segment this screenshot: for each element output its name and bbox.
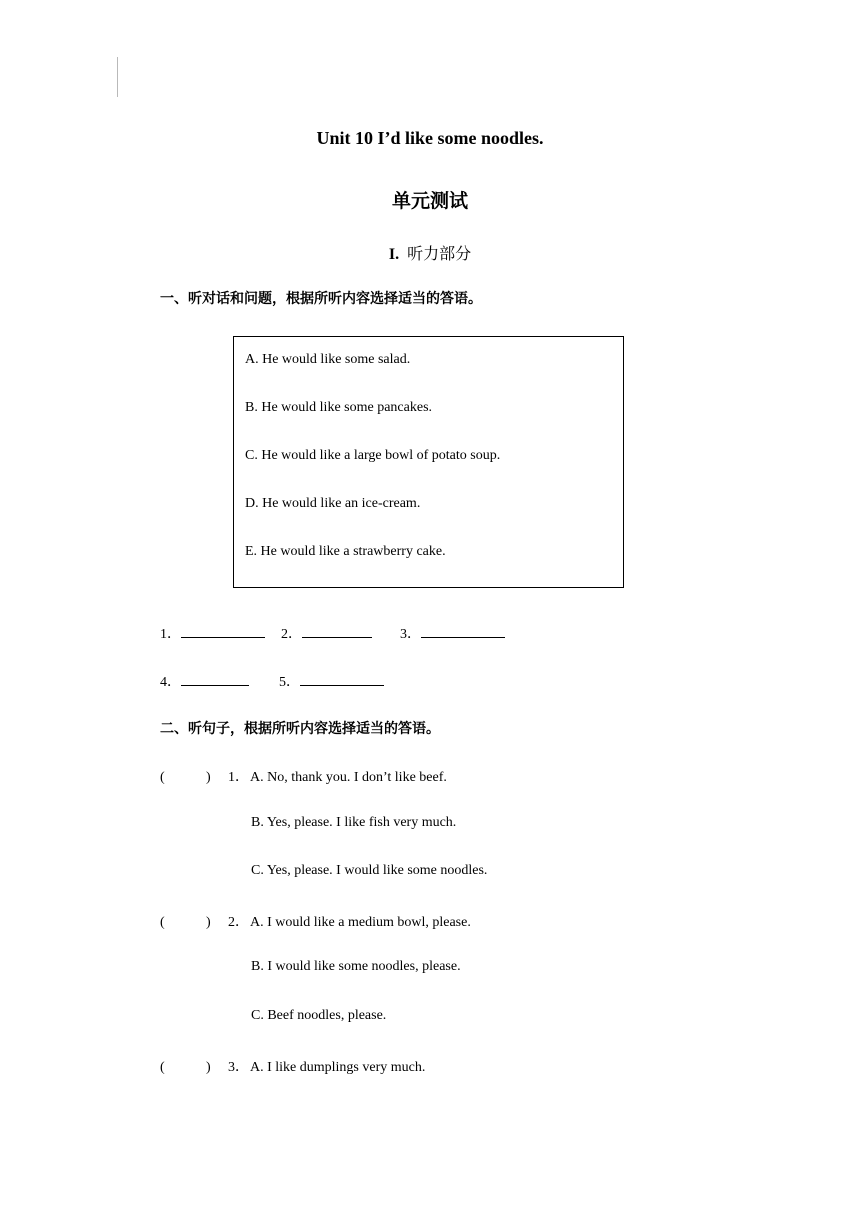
question-3-row: [160, 1056, 425, 1076]
answer-parentheses[interactable]: ( ): [160, 770, 211, 785]
answer-blank-2[interactable]: [302, 622, 372, 638]
margin-mark: [117, 57, 118, 97]
answer-label-4: 4．: [160, 675, 181, 690]
answer-label-5: 5．: [279, 675, 300, 690]
answer-label-3: 3．: [400, 627, 421, 642]
document-subtitle: 单元测试: [391, 190, 468, 212]
answer-blank-4[interactable]: [181, 670, 249, 686]
answer-label-1: 1．: [160, 627, 181, 642]
answer-blank-5[interactable]: [300, 670, 384, 686]
option-c: C. He would like a large bowl of potato soup.: [245, 448, 501, 463]
question-number: 3．: [228, 1060, 249, 1075]
answer-row-2: [160, 670, 384, 691]
answer-parentheses[interactable]: ( ): [160, 1060, 211, 1075]
document-title: Unit 10 I’d like some noodles.: [316, 128, 544, 148]
choice-c: C. Yes, please. I would like some noodles.: [251, 863, 488, 878]
part-title: [0, 241, 860, 264]
option-d: D. He would like an ice-cream.: [245, 496, 421, 511]
question-number: 1．: [228, 770, 249, 785]
answer-blank-3[interactable]: [421, 622, 505, 638]
options-box: [233, 336, 624, 588]
question-1-row: [160, 766, 447, 786]
option-b: B. He would like some pancakes.: [245, 400, 433, 415]
answer-blank-1[interactable]: [181, 622, 265, 638]
section1-heading: 一、听对话和问题，根据所听内容选择适当的答语。: [160, 291, 482, 307]
question-2-row: [160, 911, 471, 931]
choice-a: A. I would like a medium bowl, please.: [250, 915, 471, 930]
choice-c: C. Beef noodles, please.: [251, 1008, 387, 1023]
choice-b: B. Yes, please. I like fish very much.: [251, 815, 457, 830]
option-e: E. He would like a strawberry cake.: [245, 544, 446, 559]
option-a: A. He would like some salad.: [245, 352, 411, 367]
choice-a: A. I like dumplings very much.: [250, 1060, 426, 1075]
answer-row-1: [160, 622, 505, 643]
choice-b: B. I would like some noodles, please.: [251, 959, 461, 974]
question-number: 2．: [228, 915, 249, 930]
section2-heading: 二、听句子，根据所听内容选择适当的答语。: [160, 721, 440, 737]
part-label: 听力部分: [407, 244, 472, 263]
part-roman-numeral: I.: [388, 246, 400, 263]
choice-a: A. No, thank you. I don’t like beef.: [250, 770, 447, 785]
answer-label-2: 2．: [281, 627, 302, 642]
answer-parentheses[interactable]: ( ): [160, 915, 211, 930]
